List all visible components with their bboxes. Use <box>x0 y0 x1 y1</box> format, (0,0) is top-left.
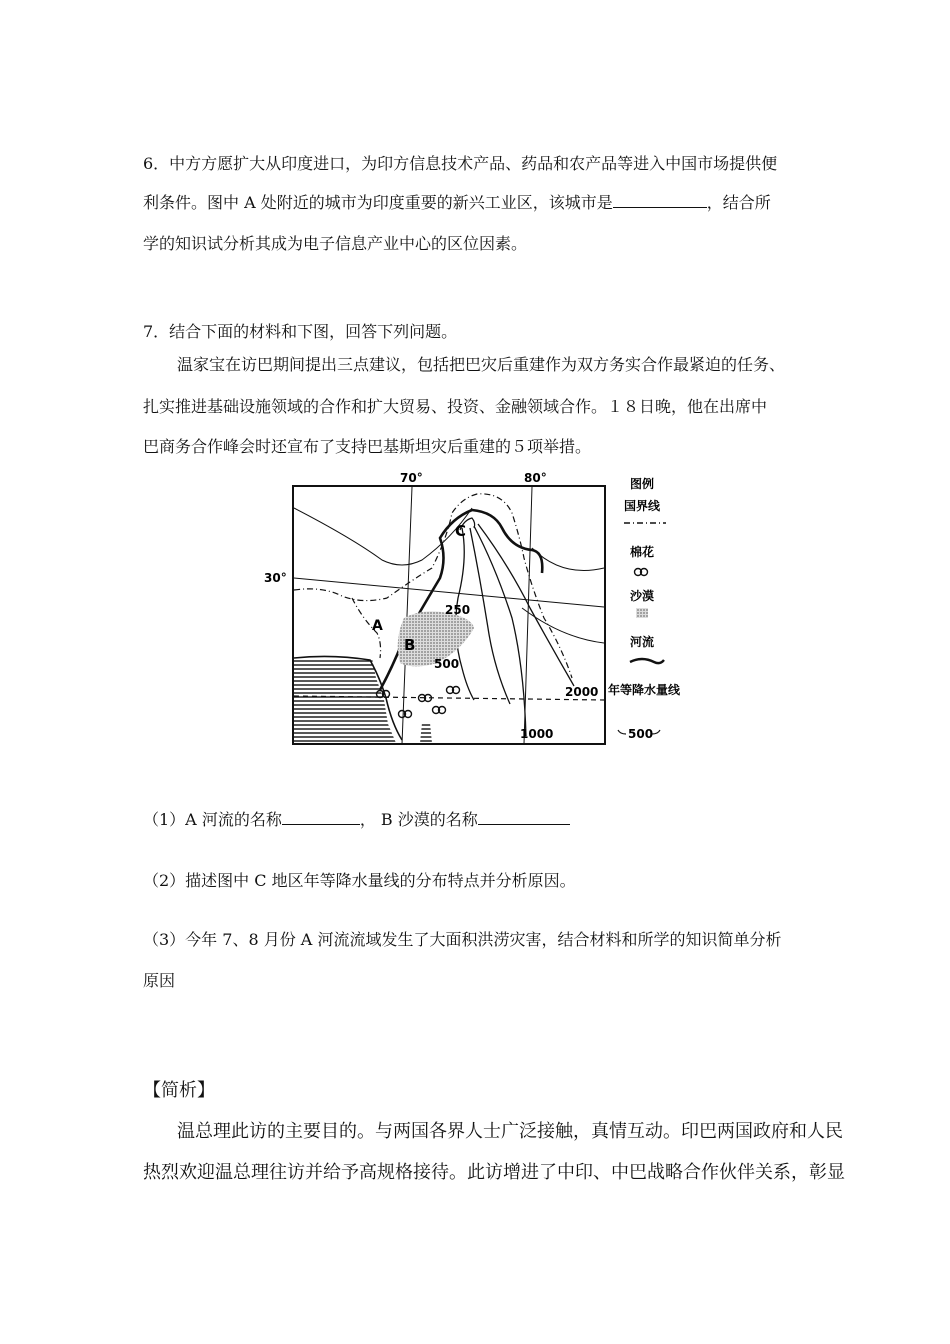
legend-title: 图例 <box>630 477 655 491</box>
legend-cotton-symbol <box>635 569 648 576</box>
sea-area <box>294 658 396 743</box>
lat-label-30: 30° <box>264 571 287 585</box>
lon-label-70: 70° <box>400 471 423 485</box>
q6-answer-blank[interactable] <box>613 193 707 208</box>
q7-material-line-2: 扎实推进基础设施领域的合作和扩大贸易、投资、金融领域合作。１８日晚，他在出席中 <box>143 397 768 416</box>
q7-material-line-3: 巴商务合作峰会时还宣布了支持巴基斯坦灾后重建的５项举措。 <box>143 437 592 456</box>
q7-sub-3-line-1: （3）今年 7、8 月份 A 河流流域发生了大面积洪涝灾害，结合材料和所学的知识简单分析 <box>143 930 782 949</box>
legend-desert-symbol <box>636 608 648 618</box>
legend-cotton-label: 棉花 <box>630 545 655 559</box>
label-a: A <box>372 618 383 634</box>
q6-line-2-post: ，结合所 <box>706 193 771 212</box>
legend-isohyet-sample: 500 <box>628 727 654 741</box>
cotton-symbols <box>377 687 460 718</box>
legend-desert-label: 沙漠 <box>630 589 655 603</box>
q7-sub-3-line-2: 原因 <box>143 971 176 990</box>
analysis-line-2: 热烈欢迎温总理往访并给予高规格接待。此访增进了中印、中巴战略合作伙伴关系，彰显 <box>143 1162 845 1183</box>
iso-label-500: 500 <box>434 657 460 671</box>
q7-sub-1-pre: （1）A 河流的名称 <box>143 810 282 829</box>
q7-sub-1 <box>143 810 823 830</box>
iso-label-1000: 1000 <box>520 727 554 741</box>
iso-label-2000: 2000 <box>565 685 599 699</box>
analysis-heading: 【简析】 <box>143 1080 215 1101</box>
legend-river-label: 河流 <box>630 635 655 649</box>
isohyet-500-line <box>470 528 510 704</box>
map-legend <box>608 476 681 741</box>
legend-river-symbol <box>630 659 664 663</box>
legend-isohyet-label: 年等降水量线 <box>608 683 681 697</box>
q6-line-2 <box>143 193 823 213</box>
q7-title: 7．结合下面的材料和下图，回答下列问题。 <box>143 322 458 341</box>
q7-sub-1-blank-river[interactable] <box>282 810 360 825</box>
q7-sub-1-mid: ， B 沙漠的名称 <box>359 810 478 829</box>
q6-line-3: 学的知识试分析其成为电子信息产业中心的区位因素。 <box>143 234 528 253</box>
iso-label-250: 250 <box>445 603 471 617</box>
legend-border-label: 国界线 <box>624 499 661 513</box>
analysis-line-1: 温总理此访的主要目的。与两国各界人士广泛接触，真情互动。印巴两国政府和人民 <box>177 1121 843 1142</box>
label-c: C <box>455 522 467 540</box>
q7-sub-2: （2）描述图中 C 地区年等降水量线的分布特点并分析原因。 <box>143 871 576 890</box>
label-b: B <box>404 636 416 654</box>
q6-line-2-pre: 利条件。图中 A 处附近的城市为印度重要的新兴工业区，该城市是 <box>143 193 613 212</box>
lon-label-80: 80° <box>524 471 547 485</box>
q7-material-line-1: 温家宝在访巴期间提出三点建议，包括把巴灾后重建作为双方务实合作最紧迫的任务、 <box>177 355 786 374</box>
q7-sub-1-blank-desert[interactable] <box>478 810 570 825</box>
isohyet-1000-line <box>474 526 526 736</box>
q6-line-1: 6．中方方愿扩大从印度进口，为印方信息技术产品、药品和农产品等进入中国市场提供便 <box>143 154 778 173</box>
meridian-80 <box>524 487 532 744</box>
pakistan-map-figure <box>262 468 694 752</box>
